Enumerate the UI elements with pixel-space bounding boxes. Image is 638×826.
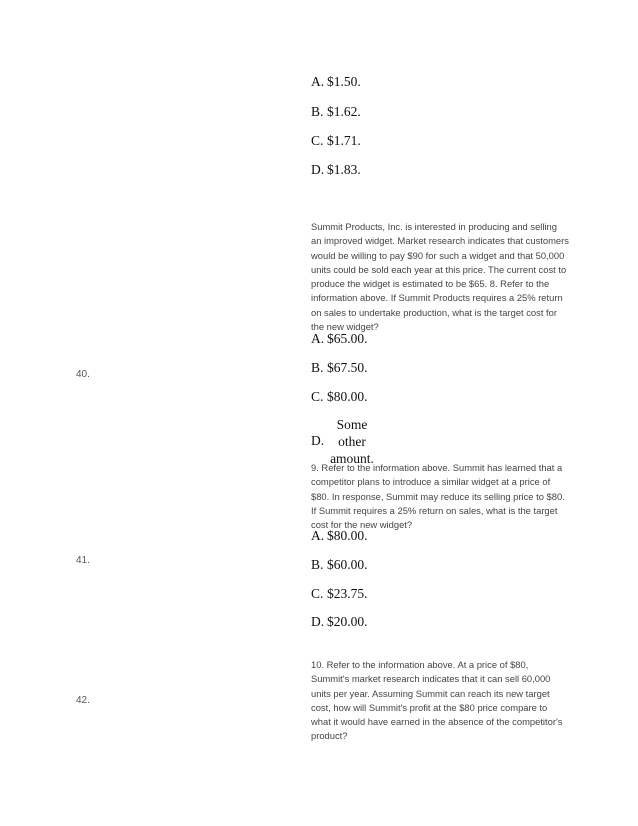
- option-letter: A.: [311, 74, 325, 89]
- option-text: $1.50.: [327, 74, 361, 89]
- option-text: $60.00.: [327, 557, 368, 572]
- q10-question-text: 10. Refer to the information above. At a price of $80, Summit's market research indicates that it can sell 60,000 units per year. Assuming Summit can reach its new target cost, how will Summit's profit at the $80 price compare to what it would have earned in the absence of the competitor's product?: [311, 659, 563, 742]
- q9-option-a[interactable]: [311, 528, 368, 544]
- question-number-41: 41.: [76, 555, 90, 566]
- option-letter: C.: [311, 586, 324, 601]
- option-letter: D.: [311, 614, 325, 629]
- q8-option-c[interactable]: [311, 389, 368, 405]
- question-number-40: 40.: [76, 369, 90, 380]
- option-text-line-3: amount.: [330, 451, 374, 466]
- option-text: $23.75.: [327, 586, 368, 601]
- option-text: $20.00.: [327, 614, 368, 629]
- q8-option-a[interactable]: [311, 331, 368, 347]
- option-letter: C.: [311, 133, 324, 148]
- question-number-42: 42.: [76, 695, 90, 706]
- option-text: $67.50.: [327, 360, 368, 375]
- option-text-line-1: Some: [336, 417, 368, 432]
- option-text: [328, 416, 376, 467]
- option-text: $1.83.: [327, 162, 361, 177]
- q7-option-a[interactable]: [311, 74, 361, 90]
- option-text: $80.00.: [327, 389, 368, 404]
- option-letter: A.: [311, 528, 325, 543]
- q7-option-b[interactable]: [311, 104, 361, 120]
- option-letter: B.: [311, 360, 324, 375]
- q8-question-text: Summit Products, Inc. is interested in producing and selling an improved widget. Market research indicates that customers would be willing to pay $90 for such a widget and that 50,000 units could be sold each year at this price. The current cost to produce the widget is estimated to be $65. 8. Refer to the information above. If Summit Products requires a 25% return on sales to undertake production, what is the target cost for the new widget?: [311, 221, 569, 333]
- option-letter: C.: [311, 389, 324, 404]
- option-text: $1.71.: [327, 133, 361, 148]
- q9-option-b[interactable]: [311, 557, 368, 573]
- option-letter: D.: [311, 433, 325, 448]
- option-text: $80.00.: [327, 528, 368, 543]
- q7-option-c[interactable]: [311, 133, 361, 149]
- option-text: $65.00.: [327, 331, 368, 346]
- q9-question-text: 9. Refer to the information above. Summit has learned that a competitor plans to introduce a similar widget at a price of $80. In response, Summit may reduce its selling price to $80. If Summit requires a 25% return on sales, what is the target cost for the new widget?: [311, 462, 565, 531]
- option-letter: B.: [311, 557, 324, 572]
- q9-option-d[interactable]: [311, 614, 368, 630]
- option-letter: A.: [311, 331, 325, 346]
- option-letter: D.: [311, 162, 325, 177]
- option-letter: B.: [311, 104, 324, 119]
- q7-option-d[interactable]: [311, 162, 361, 178]
- q8-option-b[interactable]: [311, 360, 368, 376]
- q9-option-c[interactable]: [311, 586, 368, 602]
- option-text: $1.62.: [327, 104, 361, 119]
- option-text-line-2: other: [338, 434, 366, 449]
